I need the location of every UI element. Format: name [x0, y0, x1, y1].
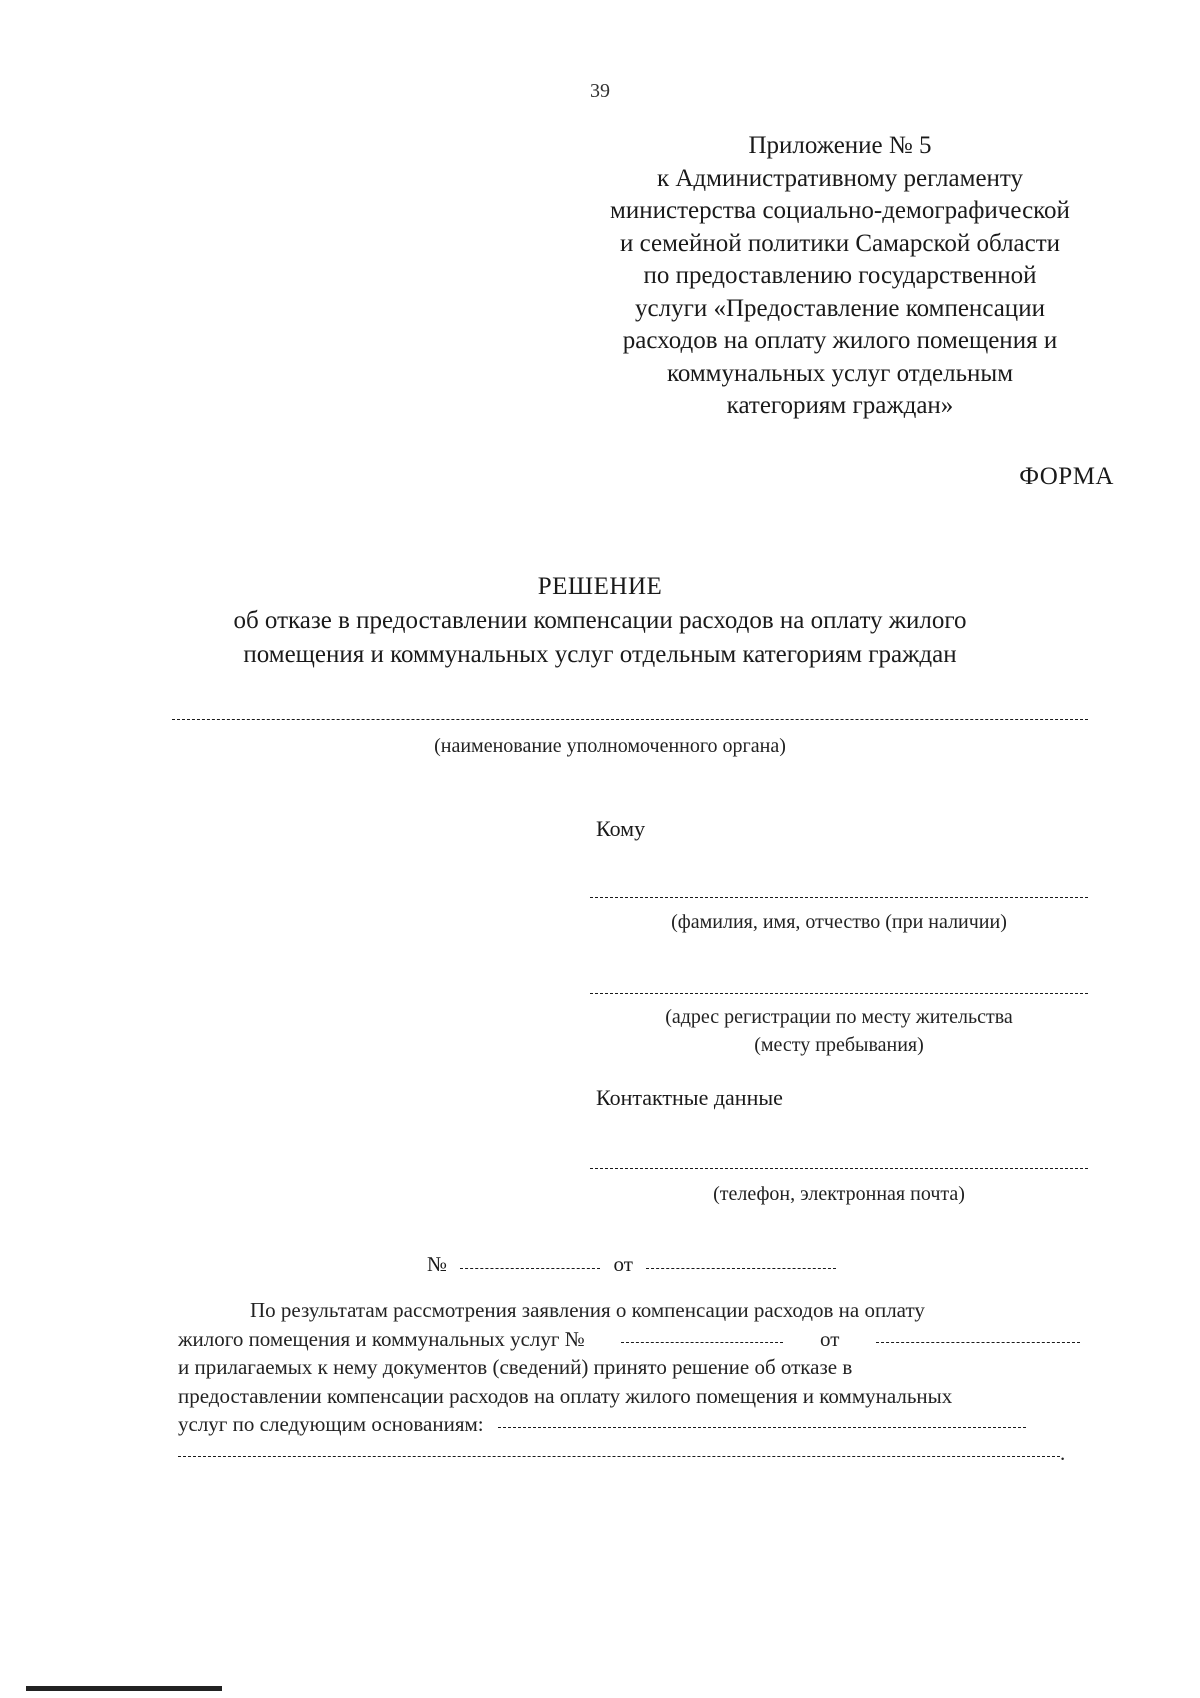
- contact-caption: (телефон, электронная почта): [713, 1183, 965, 1205]
- decision-subtitle-line: об отказе в предоставлении компенсации расходов на оплату жилого: [233, 607, 967, 634]
- contact-field[interactable]: [590, 1168, 1088, 1169]
- decision-number-row: [427, 1252, 836, 1277]
- application-from-label: от: [819, 1326, 840, 1351]
- appendix-line: министерства социально-демографической: [610, 197, 1070, 224]
- appendix-line: коммунальных услуг отдельным: [666, 359, 1014, 387]
- body-text-line: По результатам рассмотрения заявления о компенсации расходов на оплату: [250, 1298, 925, 1322]
- body-line: [178, 1353, 1080, 1382]
- appendix-line: категориям граждан»: [726, 392, 954, 419]
- contact-label: Контактные данные: [596, 1085, 783, 1110]
- sentence-end-dot: .: [1060, 1440, 1066, 1465]
- to-label: Кому: [596, 816, 646, 841]
- decision-title: [150, 570, 1050, 672]
- body-text-line: жилого помещения и коммунальных услуг №: [178, 1326, 585, 1351]
- grounds-field[interactable]: [498, 1427, 1026, 1428]
- page-number: 39: [590, 80, 610, 102]
- body-text-line: и прилагаемых к нему документов (сведений) принято решение об отказе в: [178, 1355, 853, 1379]
- date-from-label: от: [613, 1252, 633, 1276]
- address-caption-line: (адрес регистрации по месту жительства: [665, 1006, 1013, 1028]
- body-text-line: услуг по следующим основаниям:: [178, 1412, 484, 1436]
- decision-number-field[interactable]: [460, 1268, 600, 1269]
- body-line: [178, 1410, 1080, 1439]
- appendix-line: по предоставлению государственной: [643, 262, 1037, 289]
- appendix-line: услуги «Предоставление компенсации: [635, 294, 1045, 322]
- address-field[interactable]: [590, 993, 1088, 994]
- appendix-line: Приложение № 5: [748, 132, 932, 159]
- body-text-line: предоставлении компенсации расходов на оплату жилого помещения и коммунальных: [178, 1383, 953, 1408]
- appendix-line: к Административному регламенту: [656, 164, 1024, 192]
- form-label: ФОРМА: [1019, 463, 1114, 490]
- body-line: [178, 1439, 1080, 1468]
- application-date-field[interactable]: [876, 1342, 1080, 1343]
- number-sign: №: [427, 1252, 448, 1276]
- grounds-field-continued[interactable]: [178, 1456, 1060, 1457]
- application-number-field[interactable]: [621, 1342, 783, 1343]
- decision-body: [178, 1296, 1080, 1467]
- body-line: [178, 1382, 1080, 1411]
- authority-caption: (наименование уполномоченного органа): [434, 735, 786, 757]
- appendix-line: расходов на оплату жилого помещения и: [622, 327, 1058, 354]
- address-caption-line: (месту пребывания): [754, 1034, 924, 1056]
- footnote-separator: [26, 1686, 222, 1691]
- appendix-line: и семейной политики Самарской области: [619, 229, 1061, 257]
- decision-subtitle-line: помещения и коммунальных услуг отдельным категориям граждан: [243, 641, 957, 668]
- name-caption: (фамилия, имя, отчество (при наличии): [671, 911, 1007, 933]
- authority-name-field[interactable]: [172, 719, 1088, 720]
- body-line: [178, 1296, 1080, 1325]
- decision-heading: РЕШЕНИЕ: [537, 573, 663, 600]
- recipient-name-field[interactable]: [590, 897, 1088, 898]
- appendix-header: [560, 130, 1120, 423]
- body-line: [178, 1325, 1080, 1354]
- decision-date-field[interactable]: [646, 1268, 836, 1269]
